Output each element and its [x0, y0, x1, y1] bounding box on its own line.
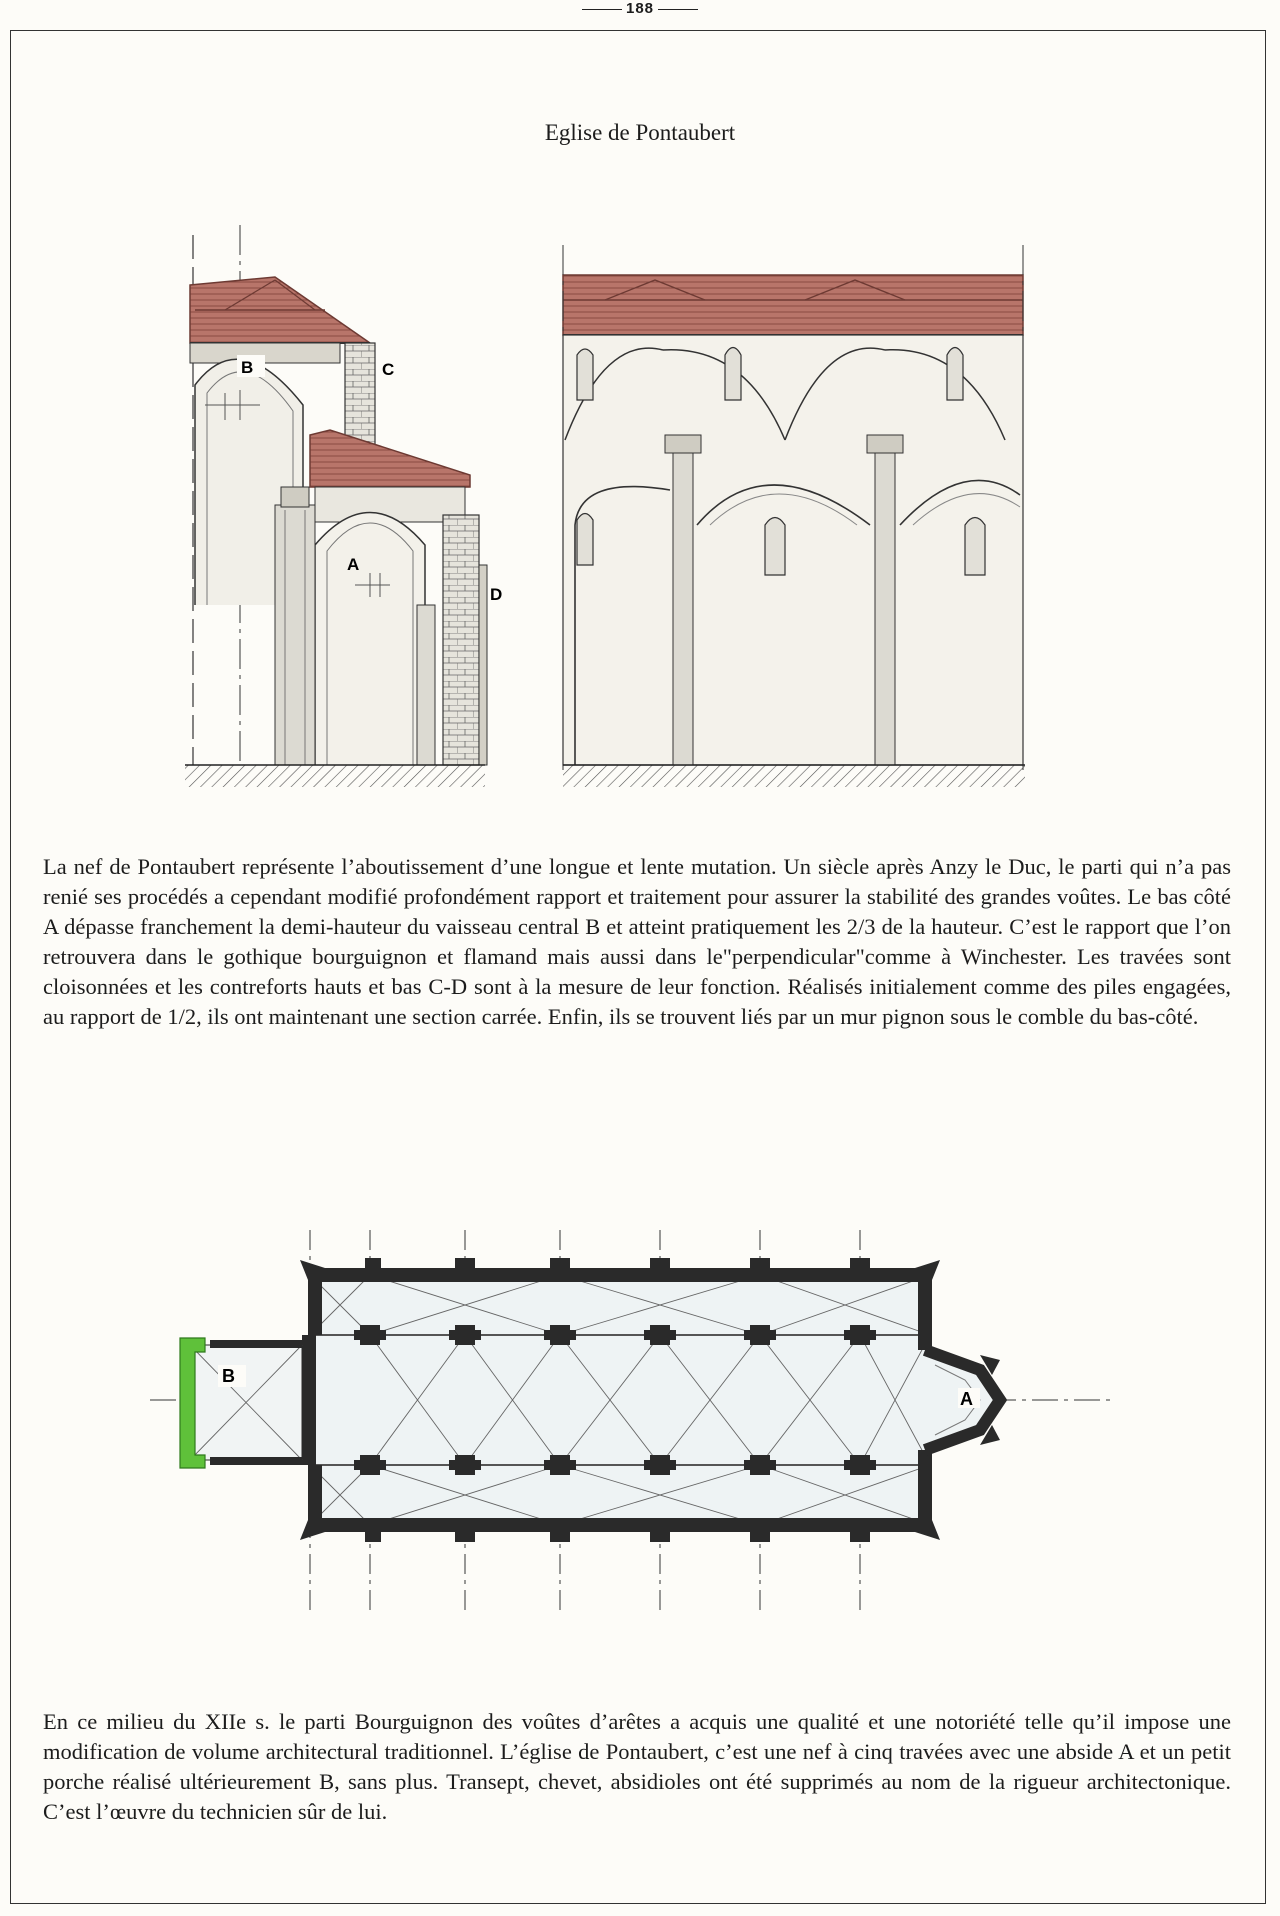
- longitudinal-elevation: [563, 245, 1025, 787]
- section-elevation-drawing: [185, 225, 1025, 795]
- floor-plan-drawing: [150, 1230, 1110, 1610]
- section-label-c: C: [382, 360, 395, 379]
- paragraph-nave-description: La nef de Pontaubert représente l’aboutissement d’une longue et lente mutation. Un siècle après Anzy le Duc, le parti qui n’a pas renié ses procédés a cependant modifié profondément rapport et traitement pour assurer la stabilité des grandes voûtes. Le bas côté A dépasse franchement la demi-hauteur du vaisseau central B et atteint pratiquement les 2/3 de la hauteur. C’est le rapport que l’on retrouvera dans le gothique bourguignon et flamand mais aussi dans le"perpendicular"comme à Winchester. Les travées sont cloisonnées et les contreforts hauts et bas C-D sont à la mesure de leur fonction. Réalisés initialement comme des piles engagées, au rapport de 1/2, ils ont maintenant une section carrée. Enfin, ils se trouvent liés par un mur pignon sous le comble du bas-côté.: [43, 854, 1231, 1029]
- plan-label-b: B: [222, 1366, 235, 1386]
- paragraph-plan-description: En ce milieu du XIIe s. le parti Bourguignon des voûtes d’arêtes a acquis une qualité et une notoriété telle qu’il impose une modification de volume architectural traditionnel. L’église de Pontaubert, c’est une nef à cinq travées avec une abside A et un petit porche réalisé ultérieurement B, sans plus. Transept, chevet, absidioles ont été supprimés au nom de la rigueur architectonique. C’est l’œuvre du technicien sûr de lui.: [43, 1709, 1231, 1824]
- page-title: Eglise de Pontaubert: [544, 120, 736, 145]
- page-number-rule-left: [582, 9, 622, 10]
- plan-label-a: A: [960, 1389, 973, 1409]
- page-number: [0, 0, 1280, 17]
- transverse-section: [185, 225, 502, 787]
- page-number-rule-right: [658, 9, 698, 10]
- section-label-d: D: [490, 585, 503, 604]
- section-label-b: B: [241, 358, 254, 377]
- section-label-a: A: [347, 555, 360, 574]
- page-number-text: 188: [625, 0, 655, 17]
